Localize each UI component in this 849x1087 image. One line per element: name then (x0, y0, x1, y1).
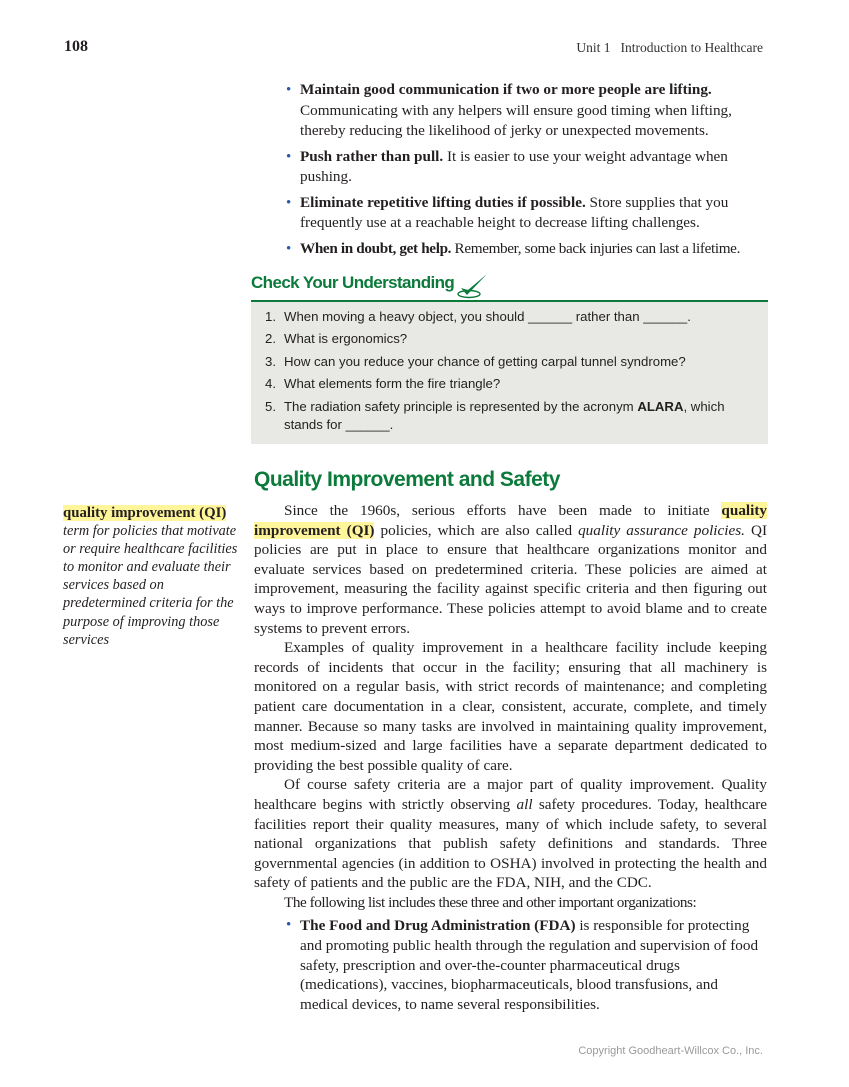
question-item (263, 308, 758, 326)
cyu-title (251, 272, 768, 300)
glossary-term: quality improvement (QI) (63, 505, 227, 521)
italic-term: quality assurance policies. (578, 521, 745, 539)
italic-word: all (516, 795, 533, 813)
checkmark-icon (456, 272, 490, 300)
question-text: The radiation safety principle is represented by the acronym (284, 398, 638, 414)
bullet-icon: • (286, 917, 292, 934)
bullet-icon: • (286, 82, 292, 98)
item-text: It is easier to use your weight advantage when pushing. (300, 147, 728, 185)
question-item (263, 330, 758, 348)
question-text: How can you reduce your chance of getting carpal tunnel syndrome? (284, 353, 686, 369)
question-item (263, 353, 758, 371)
question-number: 5. (265, 398, 276, 414)
bullet-icon: • (286, 240, 291, 257)
item-lead: Eliminate repetitive lifting duties if possible. (300, 193, 586, 211)
unit-label: Unit 1 (576, 40, 611, 55)
bullet-icon: • (286, 194, 292, 211)
highlighted-term: quality improvement (QI) (254, 502, 767, 539)
question-item (263, 375, 758, 393)
paragraph (254, 501, 767, 638)
glossary-definition: term for policies that motivate or require healthcare facilities to monitor and evaluate their services based on predetermined criteria for the purpose of improving those services (63, 523, 238, 648)
text-run: policies, which are also called (374, 521, 579, 539)
organizations-list (286, 916, 767, 1014)
item-text: is responsible for protecting and promoting public health through the regulation and supervision of food safety, prescription and over-the-counter pharmaceutical drugs (medications), vaccines, biopharmaceuticals, blood transfusions, and medical devices, to name several responsibilities. (300, 917, 759, 1013)
list-item (286, 916, 767, 1014)
item-text: Store supplies that you frequently use at a reachable height to decrease lifting challenges. (300, 193, 729, 231)
running-head (576, 40, 763, 56)
item-lead: Maintain good communication if two or more people are lifting. (300, 81, 712, 98)
body-text (254, 501, 767, 1019)
copyright-footer: Copyright Goodheart-Willcox Co., Inc. (578, 1045, 763, 1057)
question-item (263, 398, 758, 434)
bullet-icon: • (286, 148, 292, 165)
question-number: 2. (265, 331, 276, 347)
text-run: QI policies are put in place to ensure that healthcare organizations monitor and evaluate services based on predetermined criteria. These policies are aimed at improvement, measuring the facility against specific criteria and then figuring out ways to improve performance. These policies attempt to avoid blame and to create systems to prevent errors. (254, 521, 768, 637)
lifting-tips-list (286, 80, 768, 264)
question-text: What is ergonomics? (284, 331, 408, 347)
text-run: Of course safety criteria are a major part of quality improvement. Quality healthcare begins with strictly observing (254, 776, 767, 813)
list-item (286, 147, 768, 188)
question-number: 3. (265, 353, 276, 369)
chapter-title: Introduction to Healthcare (620, 40, 763, 55)
cyu-questions-box (251, 302, 768, 444)
question-number: 1. (265, 309, 276, 324)
paragraph: The following list includes these three and other important organizations: (284, 893, 697, 911)
list-item (286, 193, 768, 234)
question-text: When moving a heavy object, you should ______ rather than ______. (284, 309, 691, 324)
cyu-title-text: Check Your Understanding (251, 273, 455, 292)
section-heading: Quality Improvement and Safety (254, 468, 560, 491)
paragraph: Examples of quality improvement in a healthcare facility include keeping records of incidents that occur in the facility; ensuring that all machinery is monitored on a regular basis, with strict records of maintenance; and completing patient care documentation in a clear, consistent, accurate, complete, and timely manner. Because so many tasks are involved in maintaining quality improvement, most medium-sized and large facilities have a separate department dedicated to providing the best possible quality of care. (254, 639, 767, 774)
page-number: 108 (64, 38, 88, 55)
list-item (286, 239, 768, 260)
item-text: Remember, some back injuries can last a lifetime. (451, 239, 741, 257)
text-run: Since the 1960s, serious efforts have been made to initiate (284, 502, 722, 519)
text-run: safety procedures. Today, healthcare facilities report their quality measures, many of which include safety, to several national organizations that publish safety definitions and standards. Three governmental agencies (in addition to OSHA) involved in protecting the health and safety of patients and the public are the FDA, NIH, and the CDC. (254, 795, 767, 892)
question-text: What elements form the fire triangle? (284, 376, 501, 392)
item-text: Communicating with any helpers will ensure good timing when lifting, thereby reducing the likelihood of jerky or unexpected movements. (300, 101, 732, 139)
question-text-end: , which stands for ______. (284, 398, 725, 432)
list-item (286, 80, 768, 142)
question-number: 4. (265, 376, 276, 392)
item-lead: The Food and Drug Administration (FDA) (300, 917, 576, 935)
paragraph (254, 775, 767, 893)
item-lead: When in doubt, get help. (300, 239, 452, 257)
item-lead: Push rather than pull. (300, 147, 444, 165)
acronym-alara: ALARA (637, 398, 684, 414)
glossary-sidebar (63, 504, 243, 649)
check-your-understanding (251, 272, 768, 444)
